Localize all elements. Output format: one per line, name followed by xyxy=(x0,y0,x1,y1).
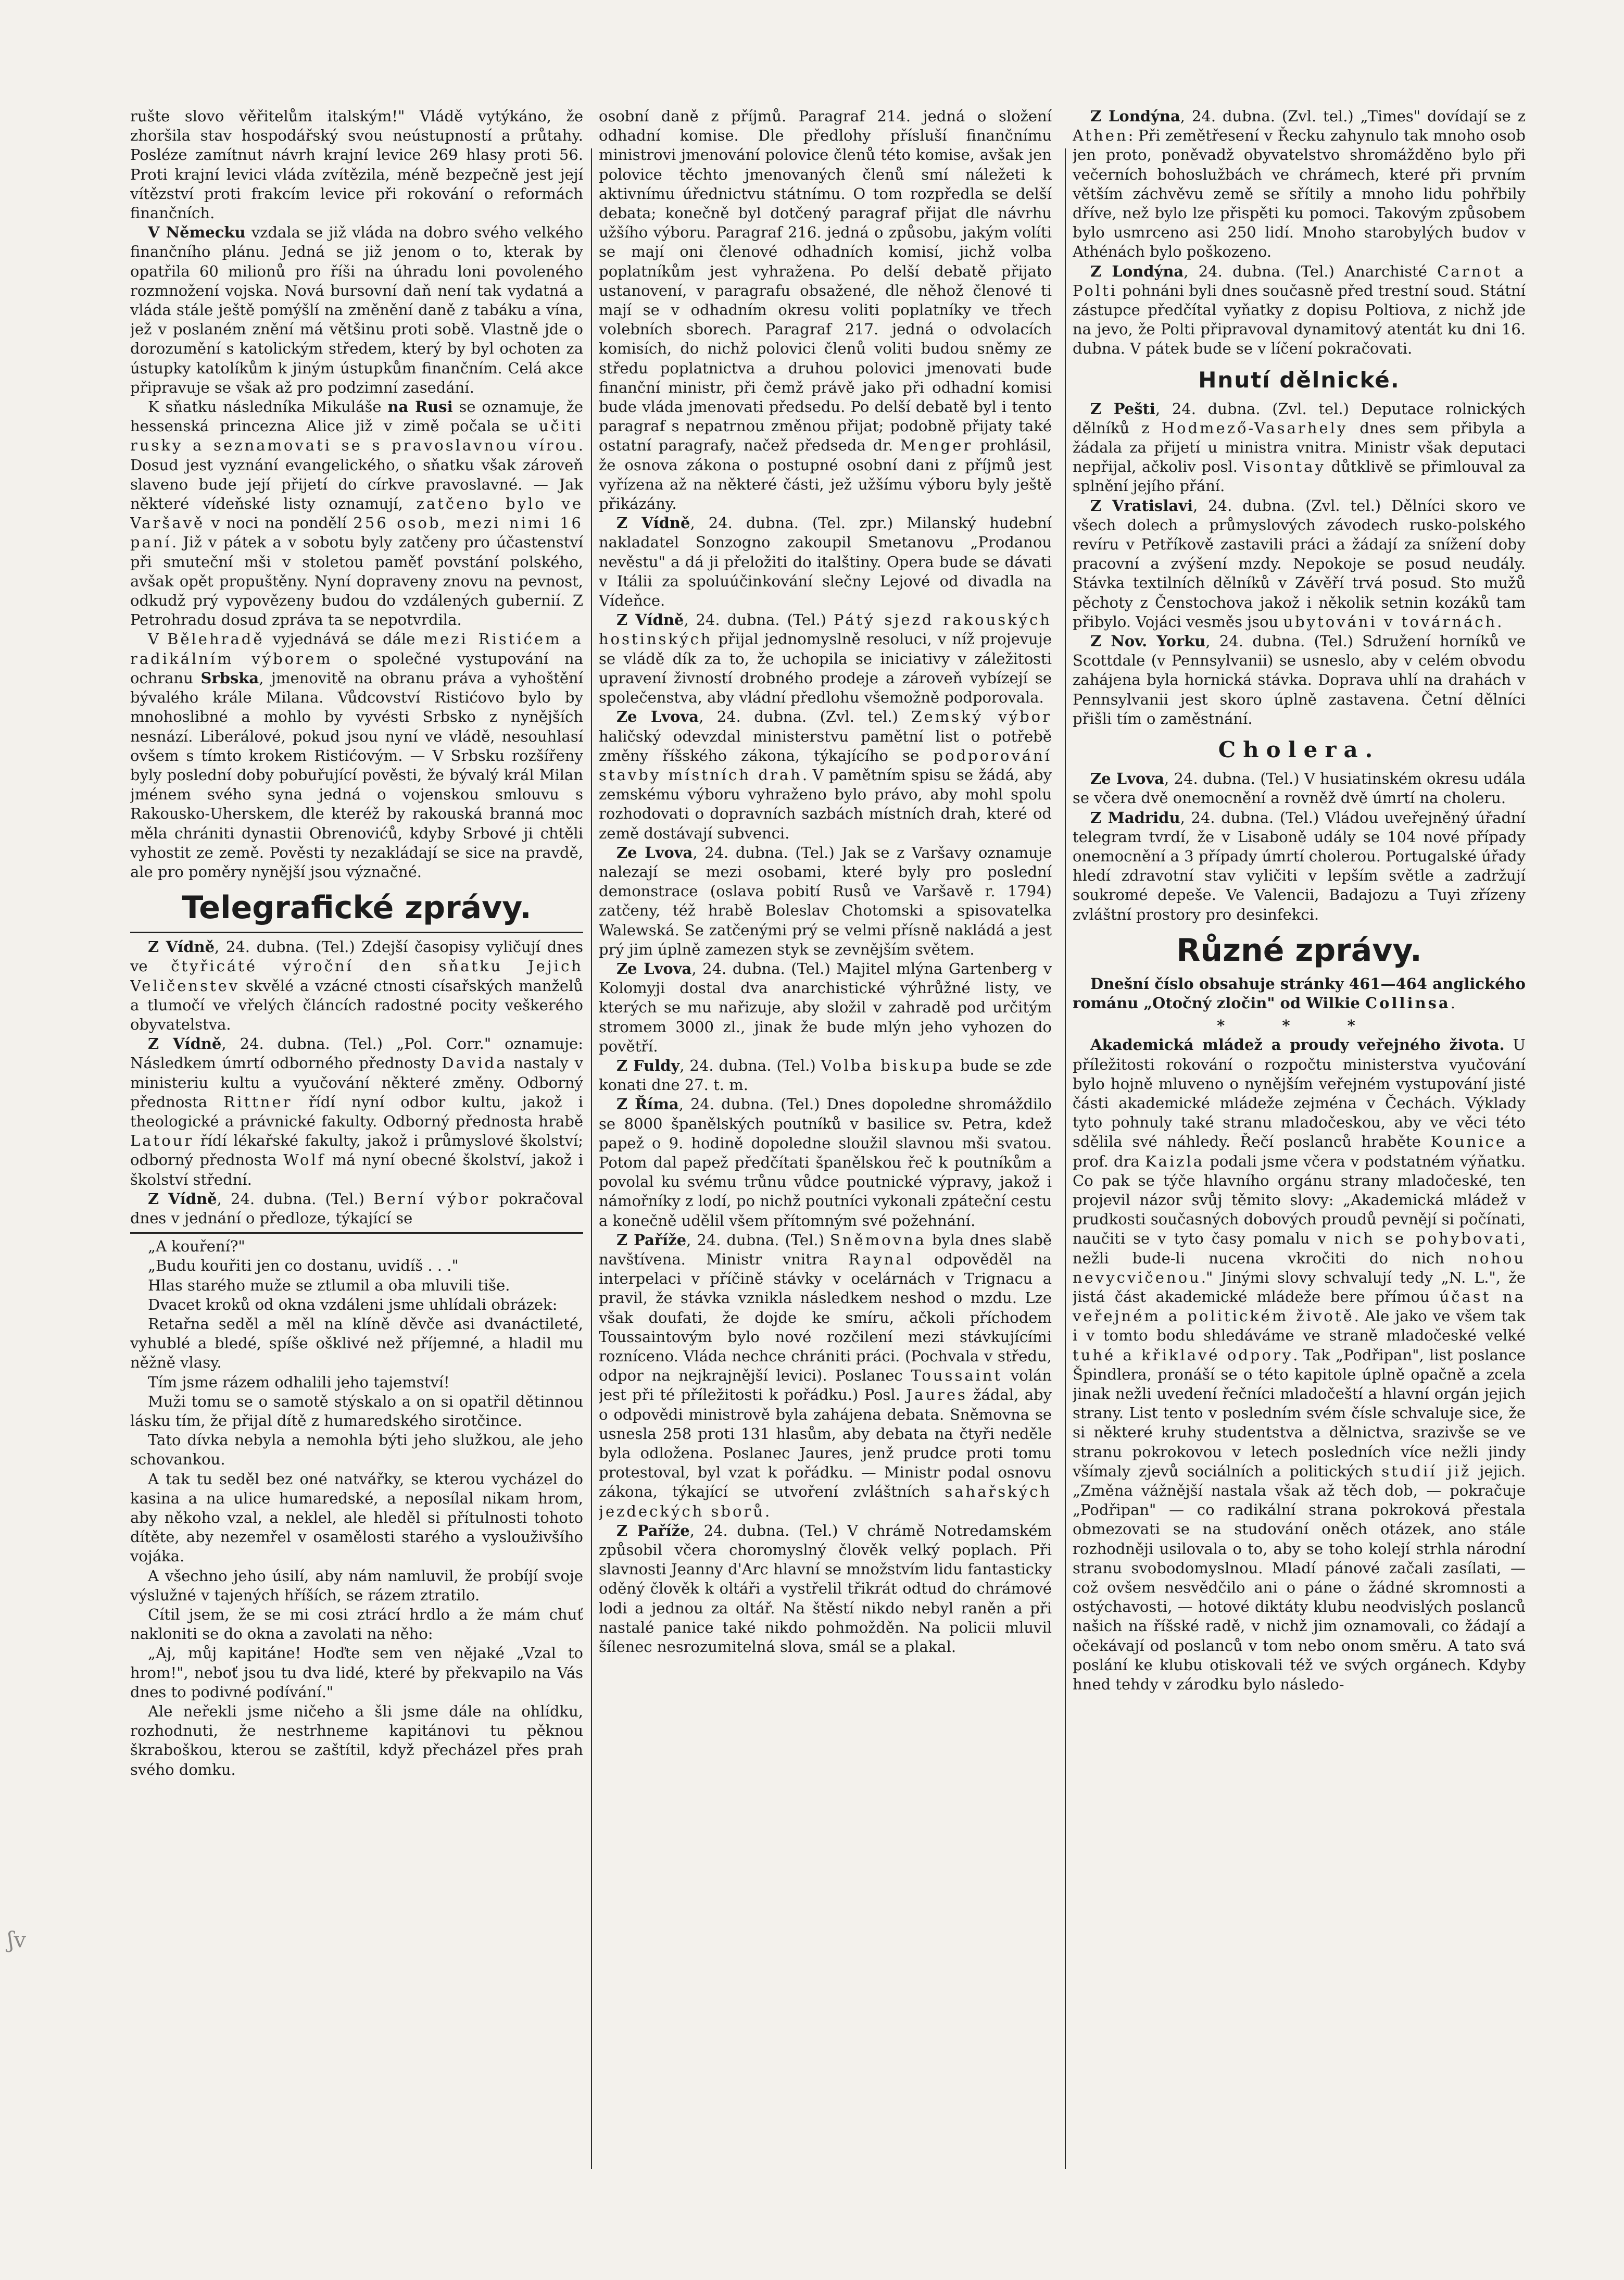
place: Ze Lvova xyxy=(616,843,693,861)
text: U příležitosti rokování o rozpočtu ministerstva vyučování bylo hojně mluveno o nynějším veřejném vystupování jisté části akademické mládeže zejména v Čechách. Výklady tyto pohnuly také stranu mladočeskou, aby ve věci této sdělila své náhledy. Řečí poslanců hraběte xyxy=(1073,1036,1526,1151)
feuilleton-line: A tak tu seděl bez oné natvářky, se kterou vycházel do kasina a na ulice humaredské, a neposílal nikam hrom, aby někoho vzal, a neklel, ale hleděl si přítulnosti tohoto dítěte, aby nezemřel v osamělosti starého a vyslouživšího vojáka. xyxy=(130,1470,583,1565)
text: K sňatku následníka Mikuláše xyxy=(148,398,388,416)
text: , 24. dubna. (Zvl. tel.) Deputace rolnických dělníků z xyxy=(1073,399,1526,437)
place: Z Nov. Yorku xyxy=(1090,632,1206,650)
paragraph-germany xyxy=(130,223,583,397)
spaced-text: sahařských jezdeckých sborů xyxy=(599,1483,1052,1520)
place: Z Londýna xyxy=(1090,107,1180,125)
place: Z Paříže xyxy=(616,1231,687,1249)
date: , 24. dubna. (Tel.) xyxy=(684,611,834,629)
spaced-text: Bělehradě xyxy=(167,630,265,648)
column-2 xyxy=(599,107,1052,2174)
text: haličský odevzdal ministerstvu pamětní list o potřebě změny říšského zákona, týkajícího se xyxy=(599,727,1052,765)
text: o společné vystupování na ochranu xyxy=(130,649,583,687)
text: , 24. dubna. (Tel.) Majitel mlýna Gartenberg v Kolomyji dostal dva anarchistické výhrůžné listy, ve kterých se mu nařizuje, aby složil v zahradě pod určitým stromem 3000 zl., jinak že bude mlýn jeho vyhozen do povětří. xyxy=(599,959,1052,1055)
feuilleton xyxy=(130,1232,583,1780)
place: Z Madridu xyxy=(1090,808,1180,826)
spaced-text: Sněmovna xyxy=(829,1231,926,1249)
text: řídí nyní odbor kultu, jakož i theologické a právnické fakulty. Odborný přednosta hrabě xyxy=(130,1093,583,1130)
text: přijal jednomyslně resoluci, v níž projevuje se vládě dík za to, že uchopila se iniciativy v záležitosti upravení živností drobného prodeje a zároveň vybízejí se společenstva, aby vládní předlohu všemožně podporovala. xyxy=(599,630,1052,707)
spaced-text: mezi Ristićem a radikálním výborem xyxy=(130,630,583,668)
text: podali jsme včera v podstatném výňatku. Co pak se týče hlavního orgánu strany mladočeské, ten projevil názor svůj těmito slovy: „Akademická mládež v prudkosti současných dobových proudů pevnějí si počínati, naučiti se v tyto časy pomalu v xyxy=(1073,1152,1526,1248)
telegram xyxy=(599,1231,1052,1521)
text: , 24. dubna. (Tel. zpr.) Milanský hudební nakladatel Sonzogno zakoupil Smetanovu „Prodanou nevěstu" a dá ji přeložiti do italštiny. Opera bude se dávati v Itálii za spoluúčinkování slečny Lejové od divadla na Vídeňce. xyxy=(599,514,1052,610)
feuilleton-line: Retařna seděl a měl na klíně děvče asi dvanáctileté, vyhublé a bledé, spíše ošklivé než příjemné, a hladil mu něžně vlasy. xyxy=(130,1314,583,1372)
text: rušte slovo věřitelům italským!" Vládě vytýkáno, že zhoršila stav hospodářský svou neústupností a průtahy. Posléze zamítnut návrh krajní levice 269 hlasy proti 56. Proti krajní levici vláda zvítězila, méně bezpečně jest její vítězství proti frakcím levice při rokování o reformách finančních. xyxy=(130,107,583,222)
novel-title: „Otočný zločin" xyxy=(1143,994,1275,1012)
spaced-text: studií již xyxy=(1381,1462,1471,1480)
text: odpověděl na interpelaci v příčině stávky v ocelárnách v Trignacu a pravil, že stávka vznikla následkem neshod o mzdu. Lze však doufati, že dojde ke smíru, ačkoli příchodem Toussaintovým bylo nové rozčilení mezi stávkujícími rozníceno. Vláda nechce chrániti práci. (Pochvala v středu, odpor na nejkrajnější levici). Poslanec xyxy=(599,1250,1052,1385)
text: , 24. dubna. (Zvl. tel.) Dělníci skoro ve všech dolech a průmyslových závodech rusko-polského revíru v Petříkově zastavili práci a žádají za snížení doby pracovní a zvýšení mzdy. Nepokoje se posud neudály. Stávka textilních dělníků v Závěří trvá posud. Sto mužů pěchoty z Čenstochova jakož i několik setnin kozáků tam přibylo. Vojáci vesměs jsou xyxy=(1073,496,1526,631)
spaced-text: tuhé a křiklavé odpory xyxy=(1073,1346,1293,1364)
feuilleton-line: Hlas starého muže se ztlumil a oba mluvili tiše. xyxy=(148,1276,510,1294)
place: Z Paříže xyxy=(616,1521,690,1539)
text: má nyní obecné školství, jakož i školství střední. xyxy=(130,1151,583,1188)
spaced-text: nohou nevycvičenou xyxy=(1073,1249,1526,1286)
text: v noci na pondělí xyxy=(205,514,354,532)
text: : Při zemětřesení v Řecku zahynulo tak mnoho osob jen proto, poněvadž obyvatelstvo shromážděno bylo při večerních bohoslužbách ve chrámech, které při prvním větším záchvěvu země se sřítily a mnoho lidu pohřbily dříve, než bylo lze přispěti ku pomoci. Takovým způsobem bylo usmrceno asi 250 lidí. Mnoho starobylých budov v Athénách bylo poškozeno. xyxy=(1073,127,1526,261)
place: Z Pešti xyxy=(1090,399,1155,418)
telegram xyxy=(599,513,1052,610)
section-heading-workers: Hnutí dělnické. xyxy=(1198,367,1400,393)
text: od Wilkie xyxy=(1275,994,1366,1012)
place: Ze Lvova xyxy=(1090,770,1165,788)
text: , 24. dubna. (Tel.) Anarchisté xyxy=(1184,262,1438,280)
lead: V Německu xyxy=(148,223,246,242)
text: volán jest při té příležitosti k pořádku.) Posl. xyxy=(599,1367,1052,1404)
feuilleton-line: Muži tomu se o samotě stýskalo a on si opatřil dětinnou lásku tím, že přijal dítě z humaredského sirotčince. xyxy=(130,1392,583,1430)
columns-container xyxy=(130,107,1536,2174)
feuilleton-line: „A kouření?" xyxy=(148,1237,245,1256)
telegram xyxy=(1073,808,1526,924)
section-heading-telegraphs: Telegrafické zprávy. xyxy=(182,890,532,926)
telegram xyxy=(1073,107,1526,262)
telegram xyxy=(1073,399,1526,496)
spaced-text: čtyřicáté výroční den sňatku Jejich Veličenstev xyxy=(130,957,583,995)
feuilleton-line: Tato dívka nebyla a nemohla býti jeho služkou, ale jeho schovankou. xyxy=(130,1431,583,1469)
text: , 24. dubna. (Tel.) Dnes dopoledne shromáždilo se 8000 španělských poutníků v basilice sv. Petra, kdež papež o 9. hodině dopoledne sloužil slavnou mši svatou. Potom dal papež předčítati španělskou řeč k poutníkům a povolal ku svému trůnu vůdce poutnické výpravy, jakož i námořníky z lodí, po nichž poutníci vykonali zpáteční cestu a konečně udělil všem přítomným své požehnání. xyxy=(599,1095,1052,1230)
spaced-text: Hodmező-Vasarhely xyxy=(1161,419,1348,437)
place: Z Vídně xyxy=(148,1035,222,1053)
telegram xyxy=(599,610,1052,707)
text: Dnešní číslo obsahuje stránky 461—464 anglického románu xyxy=(1073,974,1526,1012)
text: se oznamuje, že hessenská princezna Alice již v zimě počala se xyxy=(130,398,583,435)
spaced-text: ubytováni v továrnách xyxy=(1283,612,1497,631)
place: Z Vídně xyxy=(616,514,690,532)
telegram xyxy=(130,937,583,1034)
text: skvělé a vzácné ctnosti císařských manželů a tlumočí ve vřelých článcích radostné pocity veškerého obyvatelstva. xyxy=(130,976,583,1033)
text: , 24. dubna. (Tel.) V husiatinském okresu udála se včera dvě onemocnění a rovněž dvě úmrtí na choleru. xyxy=(1073,770,1526,807)
spaced-text: Pátý sjezd rakouských hostinských xyxy=(599,611,1052,648)
spaced-text: Davida xyxy=(442,1054,508,1072)
date: , 24. dubna. (Tel.) xyxy=(215,938,362,956)
spaced-text: Latour xyxy=(130,1132,194,1150)
text: , 24. dubna. (Tel.) Sdružení horníků ve Scottdale (v Pennsylvanii) se usneslo, aby v celém obvodu zahájena byla hornická stávka. Doprava uhlí na drahách v Pennsylvanii jest skoro úplně zastavena. Četní dělníci přišli tím o zaměstnání. xyxy=(1073,632,1526,728)
text: dnes sem přibyla a žádala za přijetí u ministra vnitra. Ministr však deputaci nepřijal, ačkoliv posl. xyxy=(1073,419,1526,476)
text: . xyxy=(1497,612,1502,631)
text: . Dosud jest vyznání evangelického, o sňatku však zároveň slaveno bude její přijetí do církve pravoslavné. — Jak některé vídeňské listy oznamují, xyxy=(130,436,583,513)
text: osobní daně z příjmů. Paragraf 214. jedná o složení odhadní komise. Dle předlohy přísluší finančnímu ministrovi jmenování polovice členů této komise, avšak jen polovice těchto jmenovaných členů smí náležeti k aktivnímu úřednictvu státnímu. O tom rozpředla se delší debata; konečně byl dotčený paragraf přijat dle návrhu užšího výboru. Paragraf 216. jedná o způsobu, jakým volíti se mají oni členové odhadních komisí, jichž volba poplatníkům jest vyhražena. Po delší debatě přijato ustanovení, v paragrafu obsažené, dle něhož členové ti mají se v odhadním okresu voliti poplatníky ve třech volebních sborech. Paragraf 217. jedná o odvolacích komisích, do nichž polovici členů voliti budou sněmy ze středu poplatnictva a druhou polovici jmenovati bude finanční ministr, při čemž právě jako při odhadní komisi bude vláda jmenovati předsedu. Po delší debatě byl i tento paragraf s nepatrnou změnou přijat; podobně přijaty také ostatní paragrafy, načež předseda dr. xyxy=(599,107,1052,455)
spaced-text: Visontay xyxy=(1243,458,1326,476)
text: vzdala se již vláda na dobro svého velkého finančního plánu. Jedná se již jenom o to, kterak by opatřila 60 milionů pro říši na úhradu loni povoleného rozmnožení vojska. Nová bursovní daň není tak vydatná a vláda stále ještě pomýšlí na změnění daně z tabáku a vína, jež v poslaném znění má většinu proti sobě. Vlastně jde o dorozumění s katolickým středem, který by byl ochoten za ústupky katolíkům k jiným ústupkům finančním. Celá akce připravuje se však až pro podzimní zasedání. xyxy=(130,223,583,396)
telegram xyxy=(1073,496,1526,632)
column-divider-2 xyxy=(1065,148,1066,2169)
heading-rule xyxy=(130,932,583,933)
text: . Již v pátek a v sobotu byly zatčeny pro účastenství při smuteční mši v stoletou paměť povstání polského, avšak opět propuštěny. Nyní dopraveny znovu na pevnost, odkudž prý vypovězeny budou do vzdálených gubernií. Z Petrohradu dosud zpráva ta se nepotvrdila. xyxy=(130,533,583,629)
telegram xyxy=(599,1095,1052,1230)
text: V xyxy=(148,630,168,648)
spaced-text: Toussaint xyxy=(911,1367,1003,1385)
telegram xyxy=(1073,632,1526,729)
spaced-text: nich se pohybovati xyxy=(1334,1230,1521,1248)
text: žádal, aby o odpovědi ministrově byla zahájena debata. Sněmovna se usnesla 258 proti 131 hlasům, aby debata na čtyři neděle byla odložena. Poslanec Jaures, jenž prudce proti tomu protestoval, byl vzat k pořádku. — Ministr podal osnovu zákona, týkající se utvoření zvláštních xyxy=(599,1386,1052,1501)
telegram xyxy=(1073,262,1526,359)
spaced-text: učiti rusky a seznamovati se s pravoslavnou vírou xyxy=(130,417,583,455)
text: , 24. dubna. (Tel.) Jak se z Varšavy oznamuje nalezají se mezi osobami, které byly pro poslední demonstrace (oslava pobití Rusů ve Varšavě r. 1794) zatčeny, též hrabě Boleslav Chotomski a spisovatelka Walewská. Se zatčenými prý se velmi přísně nakládá a jest prý jim úplně zamezen styk se zevnějším světem. xyxy=(599,843,1052,958)
place: Ze Lvova xyxy=(616,708,699,726)
text: , 24. dubna. (Tel.) Vládou uveřejněný úřadní telegram tvrdí, že v Lisaboně udály se 104 nové případy onemocnění a 3 případy úmrtí cholerou. Portugalské úřady hledí zdravotní stav vyličiti v lepším světle a zadržují soukromé depeše. Ve Valencii, Badajozu a Tuyi zřízeny zvláštní prostory pro desinfekci. xyxy=(1073,808,1526,923)
place: Z Vídně xyxy=(616,611,684,629)
telegram xyxy=(599,959,1052,1056)
date: , 24. dubna. (Tel.) xyxy=(217,1189,374,1208)
lead: na Rusi xyxy=(387,398,453,416)
text: bude se zde konati dne 27. t. m. xyxy=(599,1056,1052,1094)
place: Z Vídně xyxy=(148,1189,217,1208)
text: , 24. dubna. (Tel.) V chrámě Notredamském způsobil včera choromyslný člověk velký poplach. Při slavnosti Jeanny d'Arc hlavní se množstvím lidu fantasticky oděný člověk k oltáři a vystřelil třikrát odtud do chrámové lodi a jednou za oltář. Na štěstí nikdo nebyl raněn a při nastalé panice také nikdo pohmožděn. Na policii mluvil šílenec nesrozumitelná slova, smál se a plakal. xyxy=(599,1521,1052,1656)
spaced-text: Berní výbor xyxy=(373,1189,490,1208)
spaced-text: 256 osob, mezi nimi 16 paní xyxy=(130,514,583,552)
place: Z Říma xyxy=(616,1095,679,1113)
spaced-text: Menger xyxy=(900,436,973,455)
feuilleton-line: „Aj, můj kapitáne! Hoďte sem ven nějaké „Vzal to hrom!", neboť jsou tu dva lidé, které by překvapilo na Vás dnes to podivné podívání." xyxy=(130,1644,583,1701)
telegram xyxy=(599,843,1052,959)
place: Z Vídně xyxy=(148,938,215,956)
lead: Srbska xyxy=(200,669,259,687)
telegram xyxy=(130,1034,583,1189)
date: , 24. dubna. (Tel.) xyxy=(221,1035,397,1053)
text: , jmenovitě na obranu práva a vyhoštění bývalého krále Milana. Vůdcovství Ristićovo bylo by mnohoslibné a mohlo by vyvésti Srbsko z nynějších nesnází. Liberálové, pokud jsou nyní ve vládě, nesouhlasí ovšem s tímto krokem Ristićovým. — V Srbsku rozšířeny byly poslední doby pobuřující pověsti, že bývalý král Milan jménem svého syna jedná o vojenskou smlouvu s Rakousko-Uherskem, dle kteréž by rakouská branná moc měla chrániti dynastii Obrenovićů, kdyby Srbové ji chtěli vyhostit ze země. Pověsti ty nezakládají se sice na pravdě, ale pro poměry nynější jsou význačné. xyxy=(130,669,583,881)
section-divider-stars: * * * xyxy=(1217,1017,1381,1035)
feuilleton-line: Cítil jsem, že se mi cosi ztrácí hrdlo a že mám chuť nakloniti se do okna a zavolati na něho: xyxy=(130,1606,583,1643)
spaced-text: Jaures xyxy=(906,1386,967,1404)
feuilleton-line: „Budu kouřiti jen co dostanu, uvidíš . . ." xyxy=(148,1257,459,1275)
telegram xyxy=(599,1056,1052,1095)
paragraph-serbia xyxy=(130,630,583,882)
text: pokračoval dnes v jednání o předloze, týkající se xyxy=(130,1189,583,1227)
spaced-text: Kaizla xyxy=(1144,1152,1205,1170)
text: důtklivě se přimlouval za splnění jejího přání. xyxy=(1073,458,1526,495)
section-heading-misc: Různé zprávy. xyxy=(1176,932,1422,969)
telegram xyxy=(599,707,1052,843)
text: pohnáni byli dnes současně před trestní soud. Státní zástupce předčítal vyňatky z dopisu Poltiova, z nichž jde na jevo, že Polti připravoval dynamitový atentát ku dni 16. dubna. V pátek bude se v líčení pokračovati. xyxy=(1073,281,1526,358)
telegram xyxy=(130,1189,583,1228)
text: , 24. dubna. (Zvl. tel.) „Times" dovídají se z xyxy=(1180,107,1526,125)
column-1 xyxy=(130,107,583,2174)
margin-handwriting-mark: ʃv xyxy=(8,1927,27,1952)
place: Z Londýna xyxy=(1090,262,1184,280)
spaced-text: účast na veřejném a politickém životě xyxy=(1073,1287,1526,1325)
text: . xyxy=(764,1502,770,1520)
spaced-text: zatčeno bylo ve Varšavě xyxy=(130,495,583,532)
text: řídí lékařské fakulty, jakož i průmyslové školství; odborný přednosta xyxy=(130,1132,583,1169)
text: nastaly v ministeriu kultu a vyučování některé změny. Odborný přednosta xyxy=(130,1054,583,1111)
text: vyjednává se dále xyxy=(264,630,424,648)
column-divider-1 xyxy=(591,148,592,2169)
date: , 24. dubna. (Tel.) xyxy=(679,1056,821,1074)
place: Z Fuldy xyxy=(616,1056,680,1074)
spaced-text: Athen xyxy=(1073,127,1128,145)
spaced-text: Wolf xyxy=(283,1151,326,1169)
text: „Pol. Corr." oznamuje: Následkem úmrtí odborného přednosty xyxy=(130,1035,583,1072)
spaced-text: Carnot a Polti xyxy=(1073,262,1526,299)
spaced-text: Raynal xyxy=(848,1250,914,1268)
text: jejich. „Změna vážnější nastala však až těch dob, — pokračuje „Podřipan" — co radikální strana pokroková přestala obmezovati se na studování oněch otázek, ano stále rozhodněji usilovala o to, aby se toho kolejí strhla národní stranu svobodomyslnou. Mladí pánové začali zasílati, — což ovšem nesvědčilo ani o páne o žádné skromnosti a ostýchavosti, — hotové diktáty klubu neodvislých poslanců našich na říšské radě, v nichž jim oznamovali, co žádají a očekávají od poslanců v tom nebo onom směru. A tato svá poslání ke klubu otiskovali též ve svých orgánech. Kdyby hned tehdy v zárodku bylo následo- xyxy=(1073,1462,1526,1694)
paragraph-italy xyxy=(130,107,583,223)
date: , 24. dubna. (Zvl. tel.) xyxy=(699,708,912,726)
feuilleton-line: Ale neřekli jsme ničeho a šli jsme dále na ohlídku, rozhodnuti, že nestrhneme kapitánovi tu pěknou škraboškou, kterou se zaštítil, když přecházel přes prah svého domku. xyxy=(130,1702,583,1778)
text: a prof. dra xyxy=(1073,1133,1526,1170)
date: , 24. dubna. (Tel.) xyxy=(686,1231,830,1249)
text: . xyxy=(1450,994,1455,1012)
text: Zdejší časopisy vyličují dnes ve xyxy=(130,938,583,975)
telegram xyxy=(1073,769,1526,808)
feuilleton-line: A všechno jeho úsilí, aby nám namluvil, že probíjí svoje výslužné v tajených hříších, se rázem ztratilo. xyxy=(130,1567,583,1604)
spaced-text: podporování stavby místních drah xyxy=(599,746,1052,784)
text: , nežli bude-li nucena vkročiti do nich xyxy=(1073,1230,1526,1267)
telegram xyxy=(599,1521,1052,1657)
article-academic-youth xyxy=(1073,1035,1526,1694)
novel-notice xyxy=(1073,974,1526,1013)
place: Ze Lvova xyxy=(616,959,692,978)
spaced-text: Kounice xyxy=(1430,1133,1507,1151)
paragraph-tax-committee xyxy=(599,107,1052,513)
section-heading-cholera: Cholera. xyxy=(1218,737,1380,763)
feuilleton-line: Tím jsme rázem odhalili jeho tajemství! xyxy=(148,1373,450,1391)
feuilleton-line: Dvacet kroků od okna vzdáleni jsme uhlídali obrázek: xyxy=(148,1295,558,1313)
place: Z Vratislavi xyxy=(1090,496,1193,515)
spaced-text: Volba biskupa xyxy=(821,1056,955,1074)
column-3 xyxy=(1073,107,1526,2174)
text: byla dnes slabě navštívena. Ministr vnitra xyxy=(599,1231,1052,1268)
spaced-text: Collinsa xyxy=(1365,994,1451,1012)
text: prohlásil, že osnova zákona o postupné osobní dani z příjmů jest vyřízena až na některé části, jež užšímu výboru byly ještě přikázány. xyxy=(599,436,1052,513)
spaced-text: Zemský výbor xyxy=(911,708,1052,726)
text: . V pamětním spisu se žádá, aby zemskému výboru vyhraženo bylo právo, aby mohl spolu rozhodovati o dopravních sazbách místních drah, které od země dostávají subvenci. xyxy=(599,766,1052,842)
text: ." Jinými slovy schvalují tedy „N. L.", že jistá část akademické mládeže bere přímou xyxy=(1073,1268,1526,1306)
paragraph-russia xyxy=(130,397,583,630)
spaced-text: Rittner xyxy=(223,1093,293,1111)
lead: Akademická mládež a proudy veřejného života. xyxy=(1090,1036,1505,1054)
text: . Ale jako ve všem tak i v tomto bodu shledáváme ve straně mladočeské velké xyxy=(1073,1307,1526,1345)
text: . Tak „Podřipan", list poslance Špindlera, pronáší se o této kapitole úplně opačně a zcela jinak nežli uvedení řečníci mladočeští a hlavní orgán jejich strany. List tento v posledním svém čísle schvaluje sice, že si některé kruhy studentstva a dělnictva, srazivše se ve stranu pokrokovou v letech posledních více nežli jindy všímaly zjevů sociálních a politických xyxy=(1073,1346,1526,1480)
